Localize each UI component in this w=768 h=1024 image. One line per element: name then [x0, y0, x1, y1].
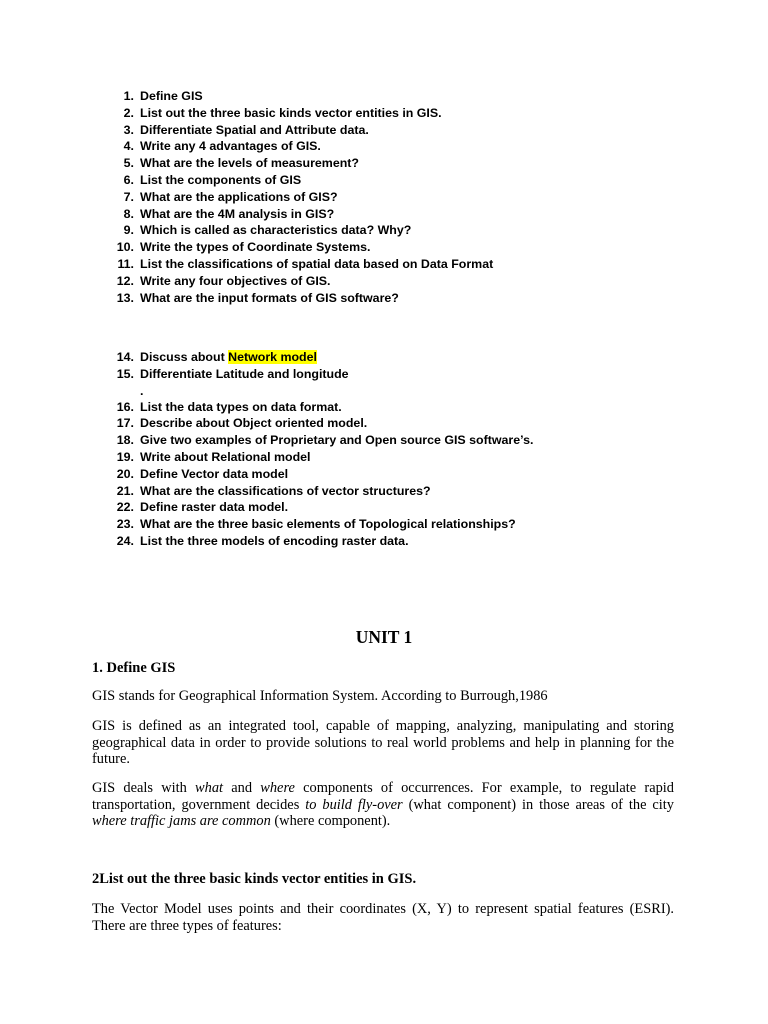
- question-item: [108, 483, 668, 500]
- question-text: Which is called as characteristics data? Why?: [140, 223, 412, 238]
- question-item: [108, 273, 668, 290]
- question-item: [108, 222, 668, 239]
- question-item-14: [108, 349, 668, 366]
- question-text: Describe about Object oriented model.: [140, 416, 368, 431]
- question-item: [108, 239, 668, 256]
- question-text: Define Vector data model: [140, 466, 289, 481]
- question-text: Discuss about Network model: [140, 350, 317, 364]
- paragraph-vector-model: The Vector Model uses points and their coordinates (X, Y) to represent spatial features (ESRI). There are three types of features:: [92, 901, 674, 934]
- question-item: [108, 105, 668, 122]
- question-item: [108, 432, 668, 449]
- question-text: Write any four objectives of GIS.: [140, 273, 331, 288]
- question-number: 19.: [116, 449, 134, 464]
- question-number: 9.: [123, 223, 134, 238]
- question-item: [108, 415, 668, 432]
- question-item: [108, 499, 668, 516]
- question-number: 16.: [116, 399, 134, 414]
- question-text: Define raster data model.: [140, 500, 289, 515]
- question-text: What are the input formats of GIS software?: [140, 290, 399, 305]
- question-item: [108, 256, 668, 273]
- question-number: 22.: [116, 500, 134, 515]
- question-number: 15.: [116, 366, 134, 381]
- question-number: 24.: [116, 533, 134, 548]
- question-number: 12.: [116, 273, 134, 288]
- question-number: 11.: [117, 256, 134, 271]
- question-number: 6.: [123, 172, 134, 187]
- paragraph-gis-definition: GIS is defined as an integrated tool, capable of mapping, analyzing, manipulating and storing geographical data in order to provide solutions to real world problems and help in planning for the future.: [92, 718, 674, 768]
- question-number: 20.: [116, 466, 134, 481]
- question-item: [108, 466, 668, 483]
- question-text: Define GIS: [140, 89, 203, 103]
- question-number: 14.: [116, 350, 134, 364]
- question-number: 7.: [123, 189, 134, 204]
- question-number: 17.: [116, 416, 134, 431]
- paragraph-gis-stands-for: GIS stands for Geographical Information System. According to Burrough,1986: [92, 688, 548, 704]
- question-text: What are the 4M analysis in GIS?: [140, 206, 335, 221]
- question-item: [108, 88, 668, 105]
- question-text: Write any 4 advantages of GIS.: [140, 139, 321, 154]
- question-item: [108, 516, 668, 533]
- question-text: What are the three basic elements of Topological relationships?: [140, 517, 516, 532]
- question-text: What are the levels of measurement?: [140, 156, 359, 171]
- question-item: [108, 399, 668, 416]
- section-heading-define-gis: 1. Define GIS: [92, 660, 176, 676]
- highlighted-text: Network model: [228, 350, 317, 364]
- question-item: [108, 122, 668, 139]
- question-text: List out the three basic kinds vector entities in GIS.: [140, 105, 442, 120]
- paragraph-gis-what-where: GIS deals with what and where components of occurrences. For example, to regulate rapid transportation, government decides to build fly-over (what component) in those areas of the city where traffic jams are common (where component).: [92, 780, 674, 830]
- question-text: Differentiate Spatial and Attribute data.: [140, 122, 369, 137]
- section-heading-vector-entities: 2List out the three basic kinds vector entities in GIS.: [92, 871, 417, 887]
- stray-dot-line: [108, 383, 668, 399]
- question-item-15: [108, 366, 668, 383]
- question-number: 13.: [116, 290, 134, 305]
- question-number: 10.: [116, 240, 134, 255]
- question-text: What are the applications of GIS?: [140, 189, 338, 204]
- question-item: [108, 138, 668, 155]
- question-text: Write the types of Coordinate Systems.: [140, 240, 371, 255]
- question-text: Give two examples of Proprietary and Open source GIS software’s.: [140, 433, 534, 448]
- question-text: Differentiate Latitude and longitude: [140, 366, 349, 381]
- question-text: List the classifications of spatial data based on Data Format: [140, 256, 494, 271]
- question-list-part2: [108, 349, 668, 550]
- question-number: 21.: [116, 483, 134, 498]
- question-item: [108, 449, 668, 466]
- question-item: [108, 155, 668, 172]
- question-list-part1: [108, 88, 668, 306]
- question-number: 8.: [123, 206, 134, 221]
- question-number: 1.: [123, 89, 134, 103]
- question-number: 23.: [116, 517, 134, 532]
- question-number: 4.: [123, 139, 134, 154]
- unit-title: UNIT 1: [355, 627, 413, 647]
- question-item: [108, 533, 668, 550]
- question-number: 2.: [123, 105, 134, 120]
- question-text: What are the classifications of vector structures?: [140, 483, 431, 498]
- stray-dot: .: [140, 383, 144, 398]
- question-number: 3.: [123, 122, 134, 137]
- question-number: 5.: [123, 156, 134, 171]
- question-text: Write about Relational model: [140, 449, 311, 464]
- question-text: List the three models of encoding raster data.: [140, 533, 409, 548]
- question-item: [108, 189, 668, 206]
- question-item: [108, 206, 668, 223]
- question-item: [108, 290, 668, 307]
- question-item: [108, 172, 668, 189]
- question-number: 18.: [116, 433, 134, 448]
- question-text: List the components of GIS: [140, 172, 302, 187]
- question-text: List the data types on data format.: [140, 399, 342, 414]
